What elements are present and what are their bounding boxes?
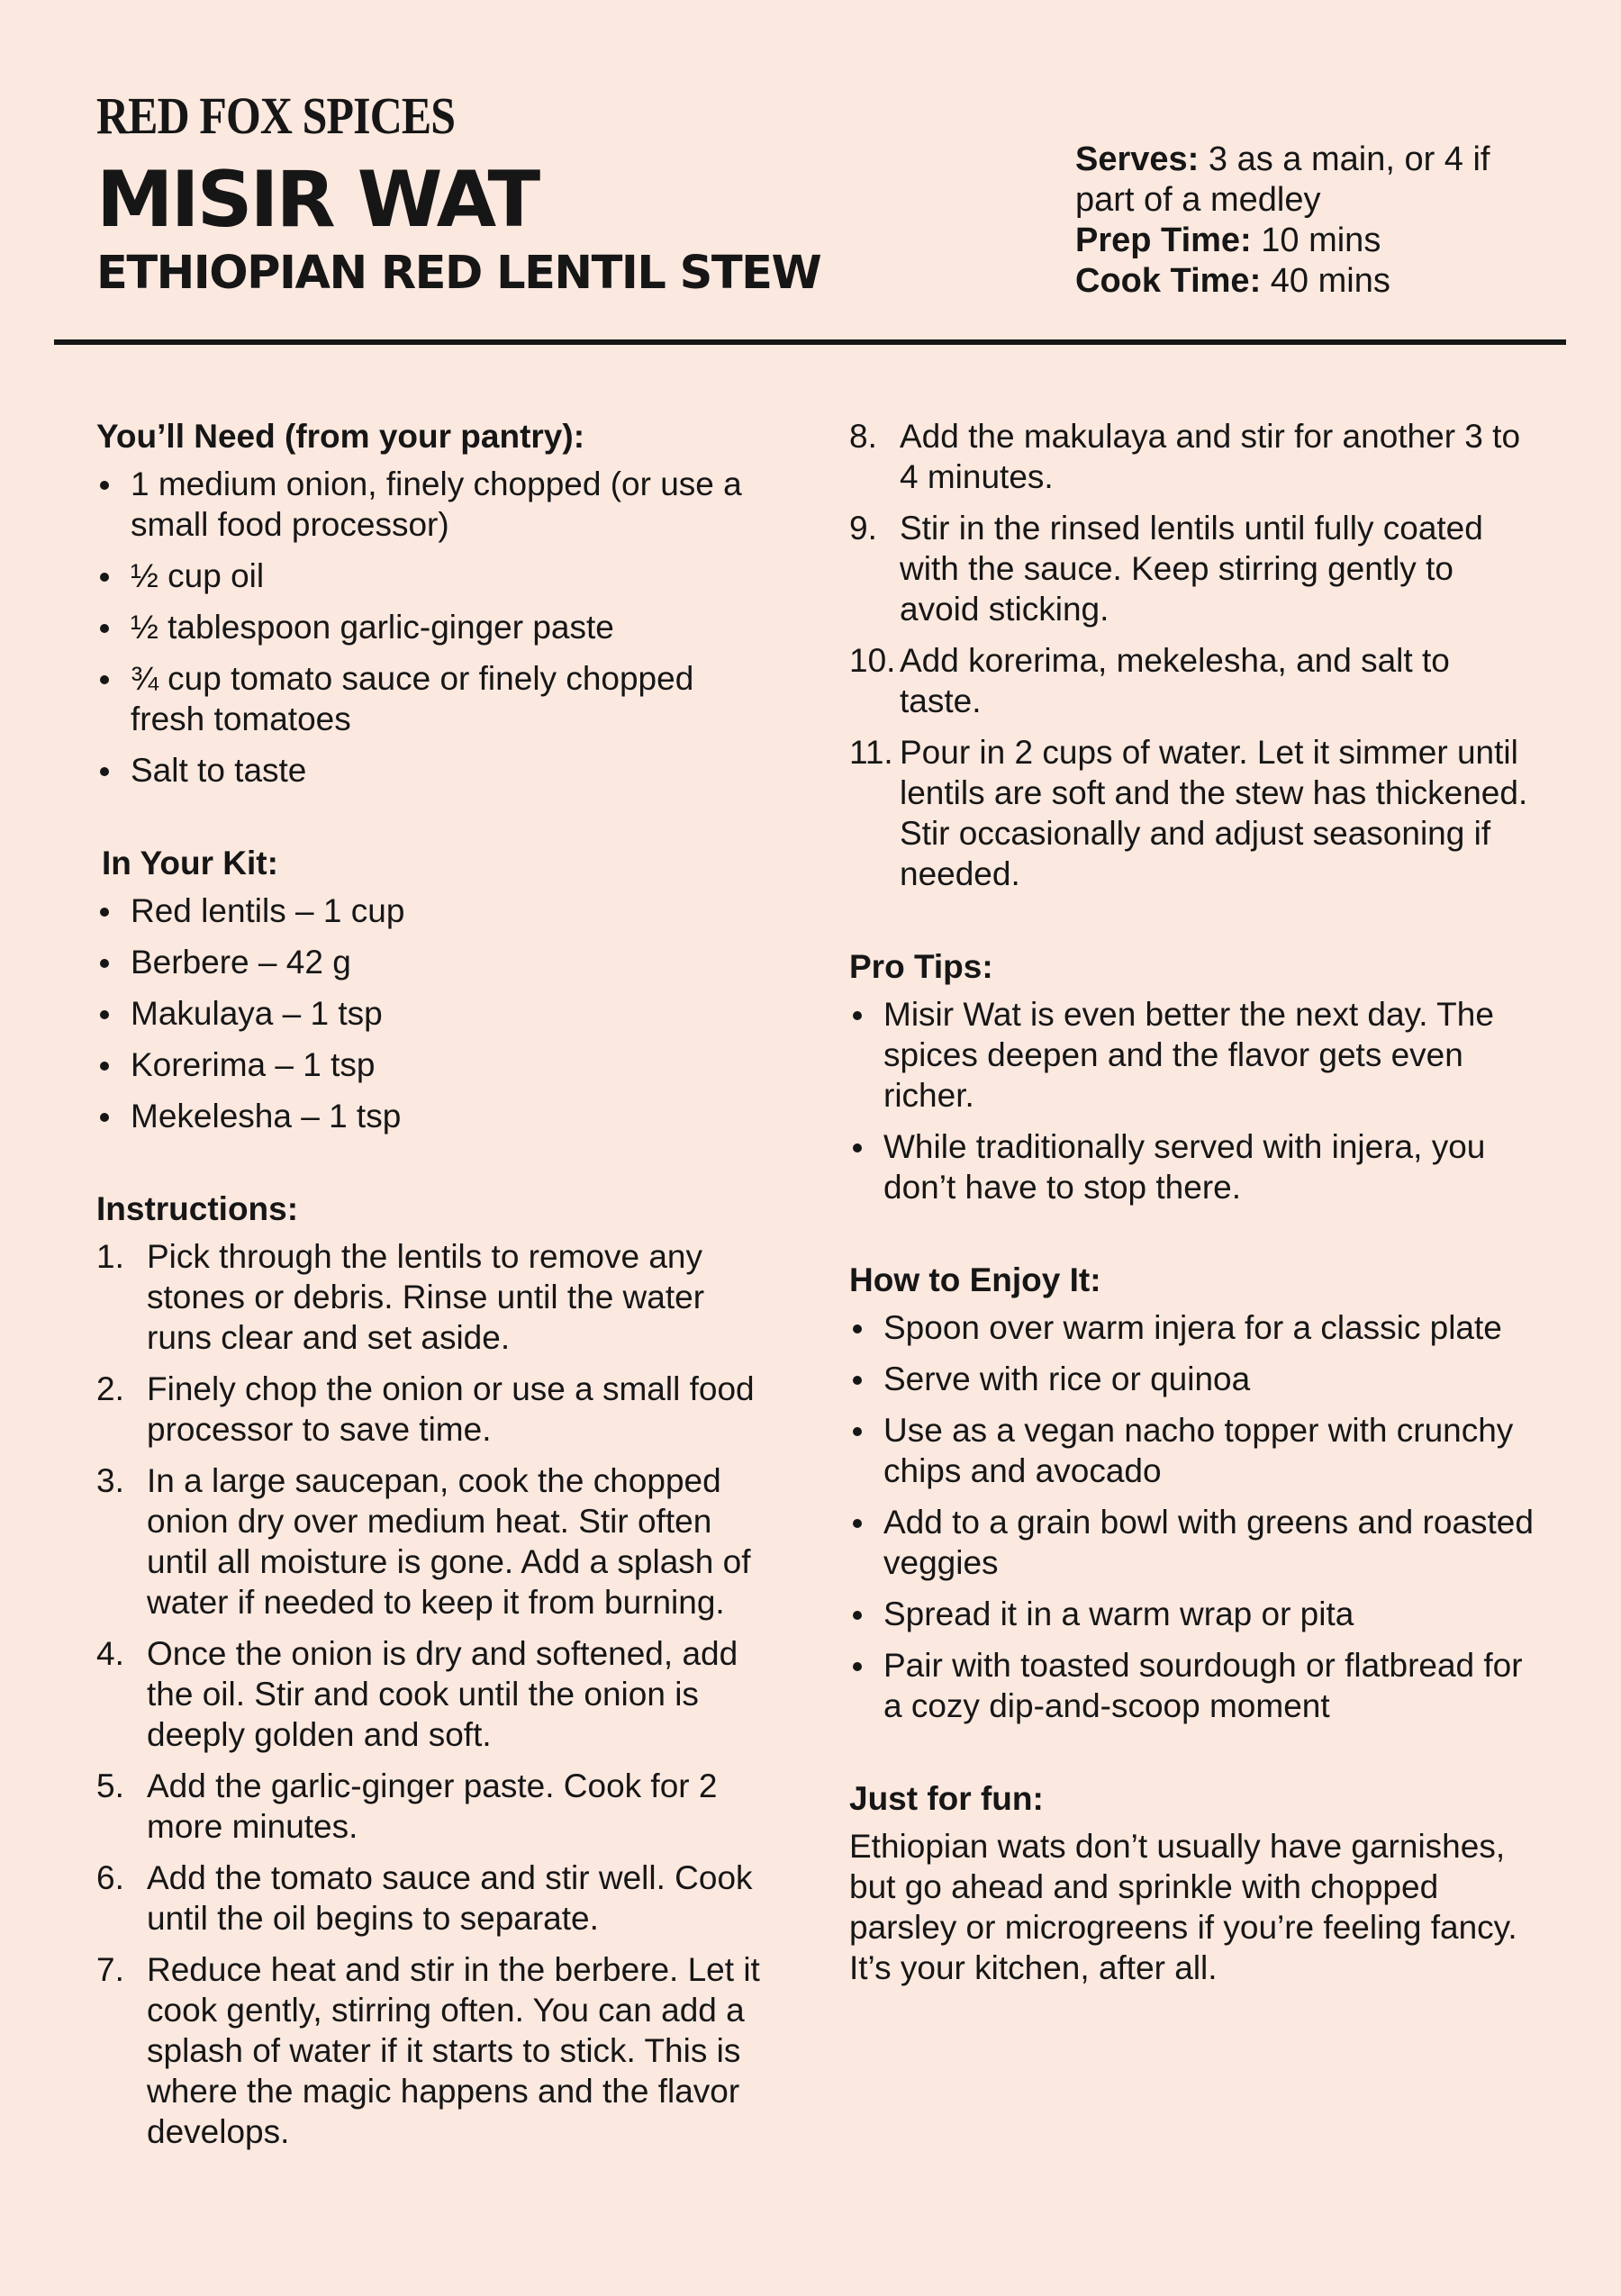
- step-number: 4.: [96, 1635, 124, 1672]
- right-column: [849, 416, 1534, 1988]
- prep-label: Prep Time:: [1075, 221, 1252, 259]
- pro-tips-list: [849, 994, 1534, 1207]
- step-text: Stir in the rinsed lentils until fully coated with the sauce. Keep stirring gently to avoid sticking.: [900, 510, 1483, 628]
- list-item: Salt to taste: [96, 750, 763, 791]
- recipe-title: MISIR WAT: [96, 155, 539, 245]
- step-number: 9.: [849, 510, 877, 547]
- step-number: 2.: [96, 1370, 124, 1407]
- serves-line: [1075, 140, 1544, 221]
- instructions-list-continued: [849, 416, 1534, 894]
- step-number: 10.: [849, 642, 896, 679]
- step-number: 1.: [96, 1238, 124, 1275]
- kit-heading: In Your Kit:: [102, 845, 278, 881]
- list-item: Pair with toasted sourdough or flatbread for a cozy dip-and-scoop moment: [849, 1645, 1534, 1726]
- list-item: Korerima – 1 tsp: [96, 1044, 763, 1085]
- step-text: Pour in 2 cups of water. Let it simmer until lentils are soft and the stew has thickened. Stir occasionally and adjust seasoning if needed.: [900, 734, 1528, 892]
- fun-heading: Just for fun:: [849, 1780, 1044, 1817]
- step-text: Pick through the lentils to remove any stones or debris. Rinse until the water runs clear and set aside.: [147, 1238, 705, 1356]
- list-item: Serve with rice or quinoa: [849, 1359, 1534, 1399]
- step-item: [849, 640, 1534, 721]
- cook-line: [1075, 261, 1544, 302]
- pantry-list: [96, 464, 763, 791]
- recipe-meta: [1075, 140, 1544, 302]
- step-text: Add the garlic-ginger paste. Cook for 2 more minutes.: [147, 1767, 718, 1845]
- step-text: Reduce heat and stir in the berbere. Let it cook gently, stirring often. You can add a splash of water if it starts to stick. This is where the magic happens and the flavor develops.: [147, 1951, 760, 2150]
- step-text: In a large saucepan, cook the chopped onion dry over medium heat. Stir often until all moisture is gone. Add a splash of water if needed to keep it from burning.: [147, 1462, 751, 1621]
- step-number: 7.: [96, 1951, 124, 1988]
- list-item: Spread it in a warm wrap or pita: [849, 1594, 1534, 1634]
- cook-label: Cook Time:: [1075, 262, 1262, 300]
- step-item: [96, 1236, 763, 1358]
- kit-list: [96, 890, 763, 1136]
- step-number: 3.: [96, 1462, 124, 1499]
- step-item: [96, 1766, 763, 1847]
- brand-name: RED FOX SPICES: [96, 86, 456, 145]
- instructions-list: [96, 1236, 763, 2152]
- list-item: Berbere – 42 g: [96, 942, 763, 982]
- step-number: 8.: [849, 418, 877, 455]
- step-item: [849, 416, 1534, 497]
- step-item: [96, 1369, 763, 1450]
- step-text: Add the tomato sauce and stir well. Cook until the oil begins to separate.: [147, 1859, 753, 1937]
- prep-value: 10 mins: [1251, 221, 1381, 259]
- list-item: ½ cup oil: [96, 556, 763, 596]
- list-item: While traditionally served with injera, you don’t have to stop there.: [849, 1126, 1534, 1207]
- step-item: [96, 1460, 763, 1623]
- step-text: Finely chop the onion or use a small food processor to save time.: [147, 1370, 755, 1448]
- recipe-subtitle: ETHIOPIAN RED LENTIL STEW: [96, 247, 821, 300]
- step-item: [849, 508, 1534, 629]
- fun-text: Ethiopian wats don’t usually have garnishes, but go ahead and sprinkle with chopped parsley or microgreens if you’re feeling fancy. It’s your kitchen, after all.: [849, 1828, 1517, 1986]
- list-item: ¾ cup tomato sauce or finely chopped fresh tomatoes: [96, 658, 763, 739]
- left-column: [96, 416, 763, 2163]
- list-item: Spoon over warm injera for a classic plate: [849, 1307, 1534, 1348]
- pro-tips-heading: Pro Tips:: [849, 948, 993, 985]
- list-item: Makulaya – 1 tsp: [96, 993, 763, 1034]
- step-text: Once the onion is dry and softened, add the oil. Stir and cook until the onion is deeply golden and soft.: [147, 1635, 738, 1753]
- list-item: Red lentils – 1 cup: [96, 890, 763, 931]
- step-item: [849, 732, 1534, 894]
- list-item: 1 medium onion, finely chopped (or use a small food processor): [96, 464, 763, 545]
- step-text: Add korerima, mekelesha, and salt to taste.: [900, 642, 1450, 719]
- enjoy-list: [849, 1307, 1534, 1726]
- instructions-heading: Instructions:: [96, 1190, 299, 1227]
- step-item: [96, 1633, 763, 1755]
- step-item: [96, 1949, 763, 2152]
- pantry-heading: You’ll Need (from your pantry):: [96, 418, 585, 455]
- step-item: [96, 1858, 763, 1939]
- recipe-header: [96, 86, 1069, 301]
- step-number: 6.: [96, 1859, 124, 1896]
- step-text: Add the makulaya and stir for another 3 to 4 minutes.: [900, 418, 1521, 495]
- enjoy-heading: How to Enjoy It:: [849, 1261, 1101, 1298]
- list-item: Mekelesha – 1 tsp: [96, 1096, 763, 1136]
- header-divider: [54, 339, 1566, 345]
- step-number: 5.: [96, 1767, 124, 1804]
- step-number: 11.: [849, 734, 893, 771]
- prep-line: [1075, 221, 1544, 261]
- cook-value: 40 mins: [1261, 262, 1390, 300]
- list-item: Add to a grain bowl with greens and roasted veggies: [849, 1502, 1534, 1583]
- list-item: Use as a vegan nacho topper with crunchy chips and avocado: [849, 1410, 1534, 1491]
- serves-value: 3 as a main, or 4 if part of a medley: [1075, 140, 1490, 219]
- serves-label: Serves:: [1075, 140, 1200, 178]
- list-item: ½ tablespoon garlic-ginger paste: [96, 607, 763, 647]
- list-item: Misir Wat is even better the next day. The spices deepen and the flavor gets even richer.: [849, 994, 1534, 1116]
